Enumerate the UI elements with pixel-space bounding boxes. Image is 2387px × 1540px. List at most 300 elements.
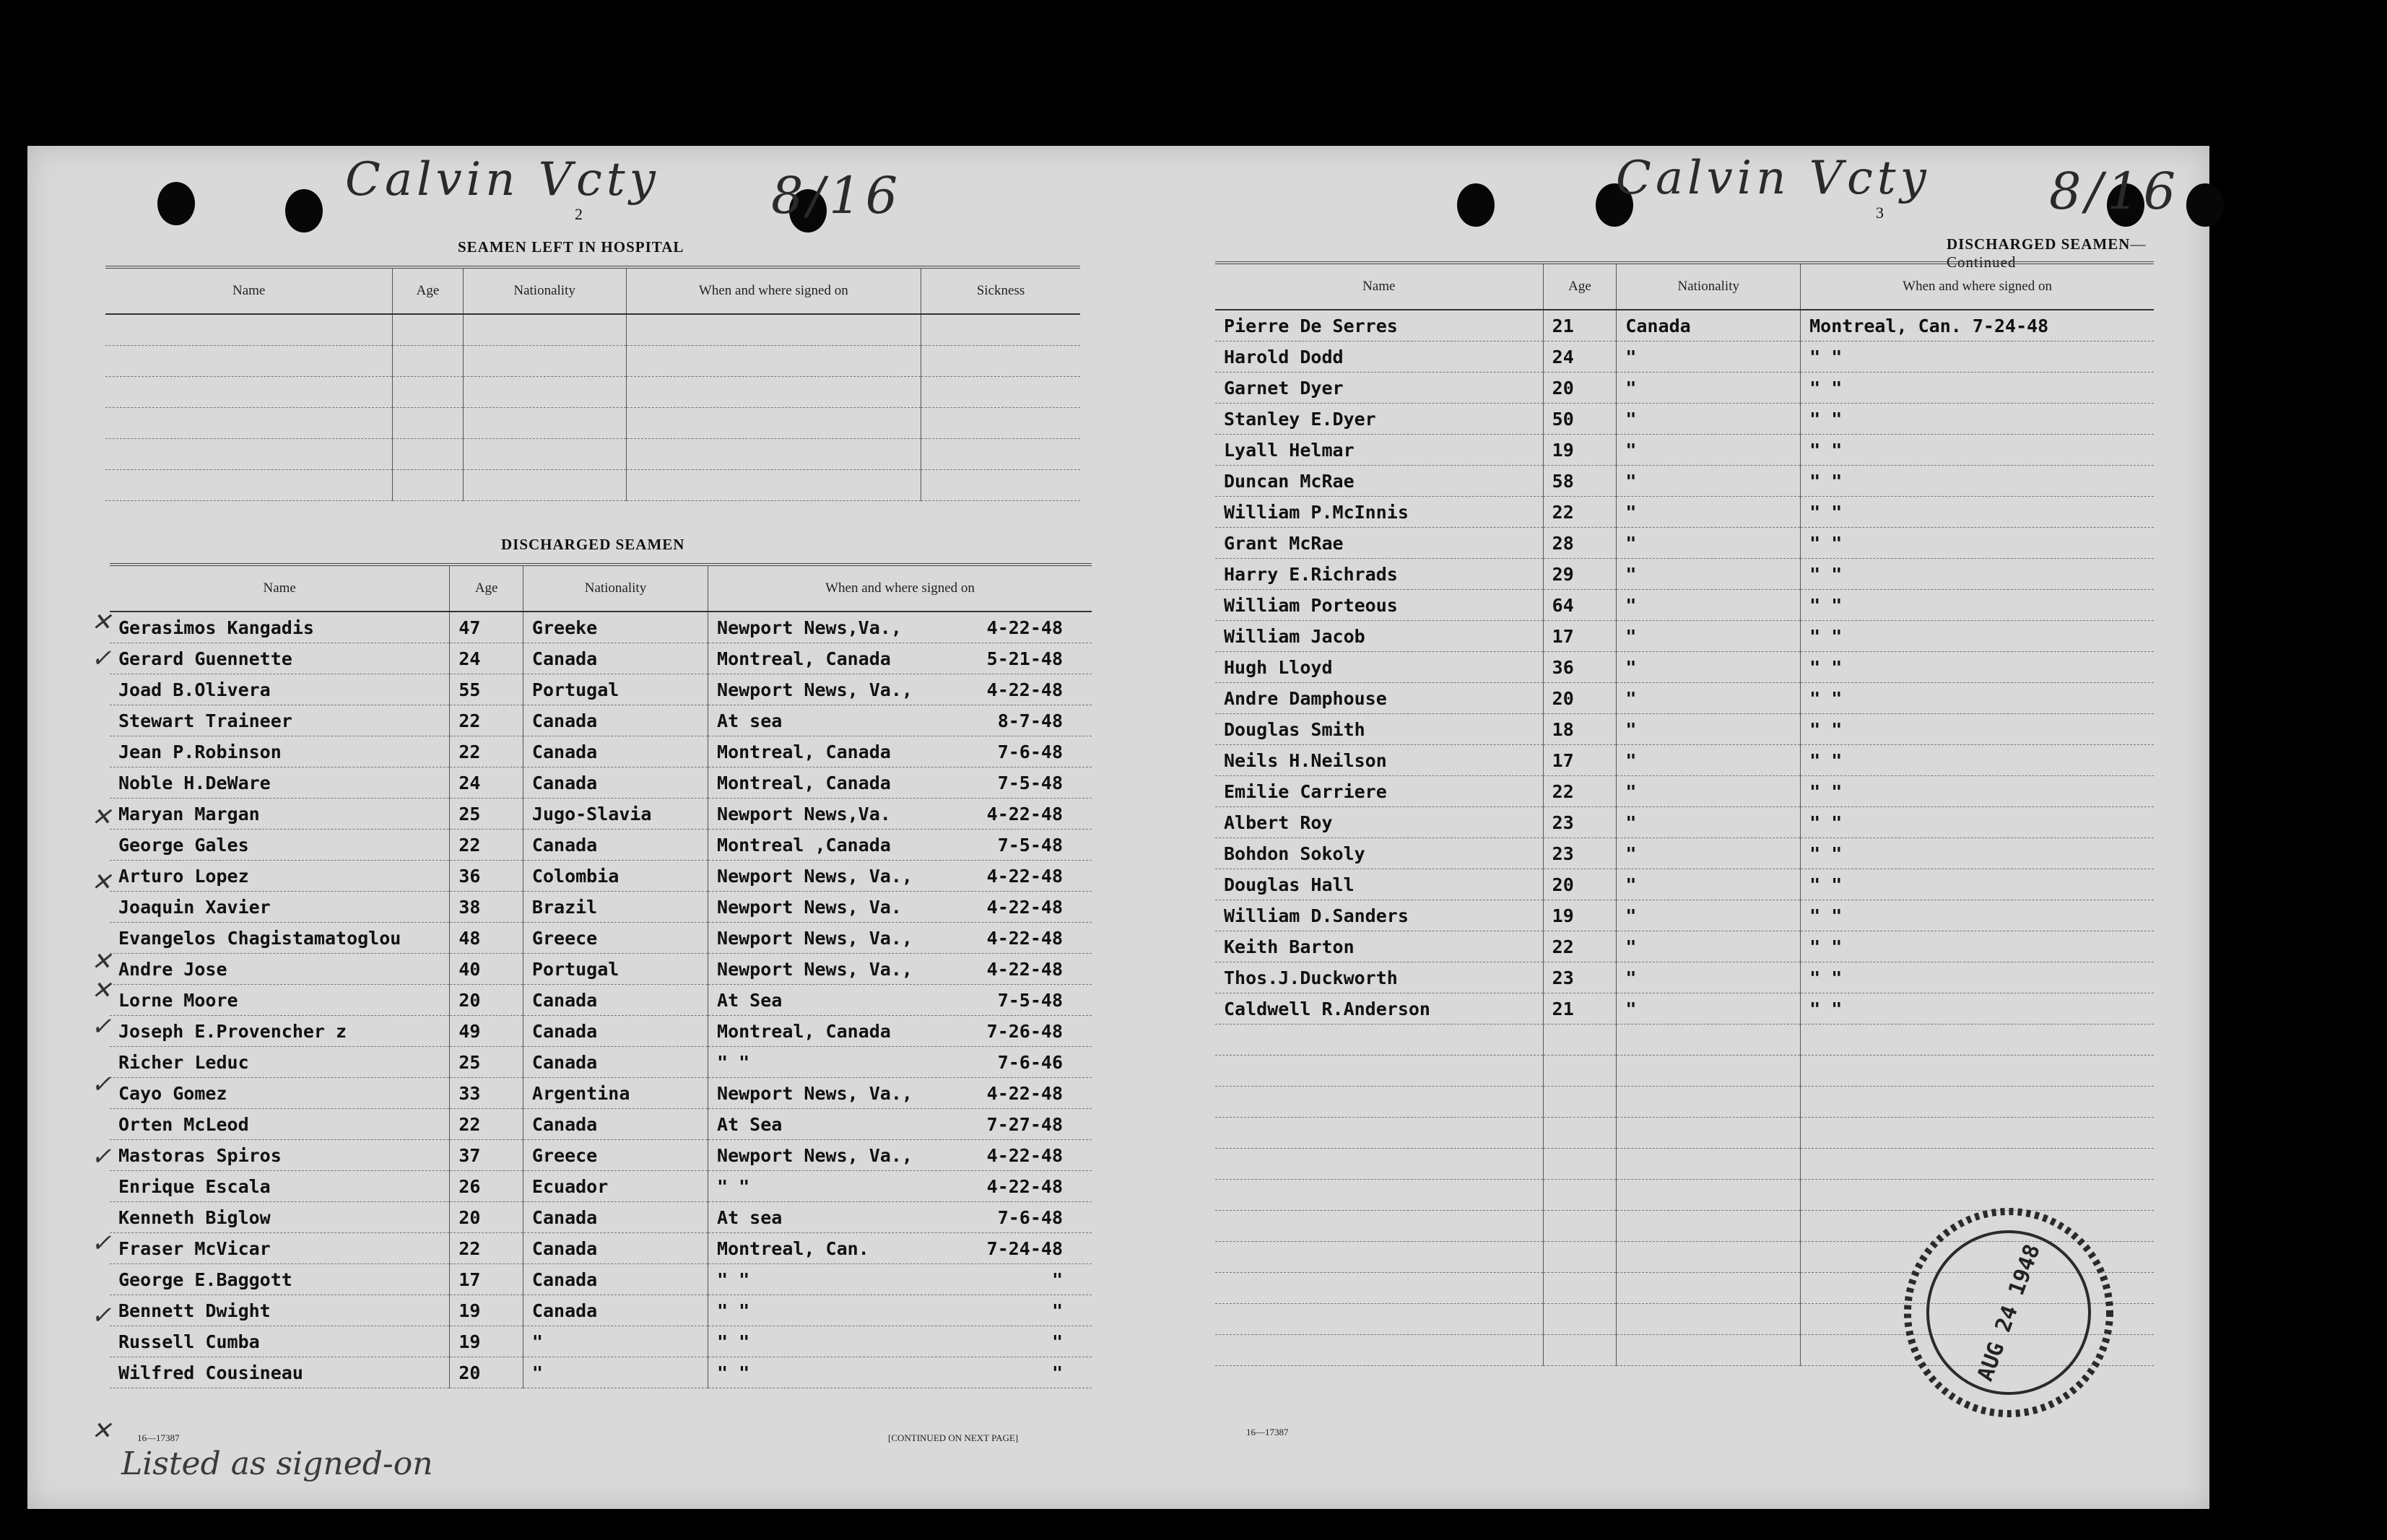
table-row <box>1215 342 2154 373</box>
signed-on-place: " " <box>717 1362 750 1383</box>
blank-cell <box>1215 1056 1543 1087</box>
table-row <box>1215 373 2154 404</box>
cell-signed-on: " " <box>1801 559 2154 590</box>
cell-nationality: " <box>1617 869 1801 900</box>
cell-name: Arturo Lopez <box>110 861 450 892</box>
cell-signed-on <box>708 830 1092 861</box>
col-header-signed-on: When and where signed on <box>708 565 1092 612</box>
cell-age: 24 <box>450 643 523 674</box>
cell-age: 23 <box>1543 807 1617 838</box>
cell-name: Joad B.Olivera <box>110 674 450 705</box>
cell-age: 36 <box>450 861 523 892</box>
table-row <box>1215 435 2154 466</box>
cell-signed-on <box>708 1140 1092 1171</box>
cell-name: Albert Roy <box>1215 807 1543 838</box>
blank-cell <box>463 377 626 408</box>
table-row <box>110 861 1092 892</box>
signed-on-date: 4-22-48 <box>986 958 1063 980</box>
cell-name: William Porteous <box>1215 590 1543 621</box>
cell-nationality: " <box>1617 528 1801 559</box>
signed-on-place: Newport News, Va. <box>717 896 902 918</box>
cell-name: William D.Sanders <box>1215 900 1543 931</box>
cell-name: Duncan McRae <box>1215 466 1543 497</box>
table-row <box>1215 310 2154 342</box>
signed-on-date: 7-27-48 <box>986 1113 1063 1135</box>
signed-on-date: 7-24-48 <box>986 1237 1063 1259</box>
col-header-name: Name <box>1215 263 1543 310</box>
blank-cell <box>626 346 921 377</box>
blank-cell <box>463 470 626 501</box>
cell-nationality: Canada <box>523 1233 708 1264</box>
blank-cell <box>626 470 921 501</box>
cell-age: 23 <box>1543 838 1617 869</box>
blank-cell <box>1801 1087 2154 1118</box>
cell-nationality: " <box>523 1326 708 1357</box>
cell-nationality: Greece <box>523 923 708 954</box>
cell-age: 24 <box>1543 342 1617 373</box>
table-row <box>1215 590 2154 621</box>
cell-signed-on <box>708 674 1092 705</box>
signed-on-place: " " <box>717 1175 750 1197</box>
cell-nationality: " <box>1617 745 1801 776</box>
cell-signed-on <box>708 985 1092 1016</box>
signed-on-place: At Sea <box>717 989 783 1011</box>
blank-cell <box>463 346 626 377</box>
cell-nationality: Canada <box>523 985 708 1016</box>
signed-on-date: 5-21-48 <box>986 648 1063 669</box>
blank-cell <box>626 314 921 346</box>
cell-nationality: Colombia <box>523 861 708 892</box>
cell-nationality: Portugal <box>523 954 708 985</box>
cell-signed-on: " " <box>1801 342 2154 373</box>
cell-nationality: Ecuador <box>523 1171 708 1202</box>
table-row <box>110 643 1092 674</box>
cell-nationality: " <box>1617 342 1801 373</box>
cell-age: 19 <box>1543 900 1617 931</box>
table-row <box>110 736 1092 767</box>
cell-signed-on <box>708 1295 1092 1326</box>
cell-name: Emilie Carriere <box>1215 776 1543 807</box>
signed-on-place: Montreal, Can. <box>717 1237 869 1259</box>
cell-name: Enrique Escala <box>110 1171 450 1202</box>
blank-cell <box>393 377 463 408</box>
signed-on-place: Newport News,Va., <box>717 617 902 638</box>
cell-age: 26 <box>450 1171 523 1202</box>
blank-cell <box>1543 1304 1617 1335</box>
signed-on-place: Newport News,Va. <box>717 803 891 825</box>
blank-cell <box>105 470 393 501</box>
col-header-age: Age <box>450 565 523 612</box>
cell-age: 17 <box>1543 621 1617 652</box>
cell-nationality: " <box>1617 838 1801 869</box>
cell-age: 19 <box>450 1326 523 1357</box>
cell-name: George Gales <box>110 830 450 861</box>
cell-signed-on <box>708 1016 1092 1047</box>
cell-name: Thos.J.Duckworth <box>1215 962 1543 993</box>
cell-signed-on <box>708 892 1092 923</box>
cell-signed-on: " " <box>1801 435 2154 466</box>
blank-row <box>105 377 1080 408</box>
table-row <box>1215 745 2154 776</box>
cell-name: Lyall Helmar <box>1215 435 1543 466</box>
cell-signed-on: " " <box>1801 745 2154 776</box>
cell-name: Gerasimos Kangadis <box>110 612 450 643</box>
table-row <box>110 767 1092 799</box>
cell-nationality: Canada <box>523 705 708 736</box>
signed-on-place: At Sea <box>717 1113 783 1135</box>
table-row <box>1215 404 2154 435</box>
col-header-name: Name <box>110 565 450 612</box>
cell-signed-on <box>708 923 1092 954</box>
cell-nationality: Canada <box>523 643 708 674</box>
signed-on-place: Newport News, Va., <box>717 865 913 887</box>
cell-signed-on: " " <box>1801 652 2154 683</box>
cell-nationality: " <box>1617 497 1801 528</box>
table-row <box>110 1357 1092 1388</box>
table-row <box>110 892 1092 923</box>
blank-cell <box>1801 1056 2154 1087</box>
cell-signed-on: " " <box>1801 528 2154 559</box>
col-header-sickness: Sickness <box>921 267 1080 314</box>
cell-nationality: " <box>1617 404 1801 435</box>
cell-signed-on <box>708 954 1092 985</box>
cell-name: Maryan Margan <box>110 799 450 830</box>
table-row <box>110 954 1092 985</box>
cell-age: 22 <box>450 736 523 767</box>
cell-signed-on <box>708 705 1092 736</box>
cell-name: George E.Baggott <box>110 1264 450 1295</box>
blank-cell <box>1543 1025 1617 1056</box>
cell-name: Gerard Guennette <box>110 643 450 674</box>
hospital-table <box>105 266 1080 501</box>
table-row <box>110 612 1092 643</box>
signed-on-date: 7-5-48 <box>997 989 1063 1011</box>
port-stamp <box>1893 1204 2124 1421</box>
cell-age: 18 <box>1543 714 1617 745</box>
table-row <box>1215 652 2154 683</box>
cell-name: Stanley E.Dyer <box>1215 404 1543 435</box>
discharged-continued-table <box>1215 261 2154 1366</box>
cell-nationality: Portugal <box>523 674 708 705</box>
cell-nationality: Canada <box>523 767 708 799</box>
cell-signed-on: " " <box>1801 621 2154 652</box>
cell-age: 20 <box>450 1357 523 1388</box>
signed-on-place: Montreal, Canada <box>717 1020 891 1042</box>
cell-age: 22 <box>1543 497 1617 528</box>
signed-on-place: " " <box>717 1269 750 1290</box>
cell-name: Jean P.Robinson <box>110 736 450 767</box>
signed-on-date: 7-5-48 <box>997 772 1063 793</box>
blank-cell <box>1215 1025 1543 1056</box>
signed-on-date: 4-22-48 <box>986 803 1063 825</box>
page-number: 3 <box>1876 204 1884 222</box>
blank-cell <box>1617 1335 1801 1366</box>
cell-signed-on: Montreal, Can. 7-24-48 <box>1801 310 2154 342</box>
page-number: 2 <box>575 205 583 223</box>
cell-age: 25 <box>450 799 523 830</box>
table-row <box>110 830 1092 861</box>
cell-signed-on <box>708 1264 1092 1295</box>
blank-cell <box>1543 1087 1617 1118</box>
table-row <box>1215 962 2154 993</box>
blank-cell <box>921 314 1080 346</box>
cell-nationality: " <box>1617 373 1801 404</box>
cell-signed-on: " " <box>1801 993 2154 1025</box>
cell-age: 25 <box>450 1047 523 1078</box>
check-mark: ✕ <box>91 947 112 976</box>
cell-signed-on <box>708 643 1092 674</box>
section-title-text: DISCHARGED SEAMEN <box>1947 235 2131 253</box>
blank-cell <box>1543 1335 1617 1366</box>
cell-signed-on <box>708 612 1092 643</box>
cell-name: Andre Damphouse <box>1215 683 1543 714</box>
cell-age: 40 <box>450 954 523 985</box>
signed-on-date: 4-22-48 <box>986 617 1063 638</box>
cell-age: 20 <box>450 985 523 1016</box>
signed-on-date: 7-6-48 <box>997 1206 1063 1228</box>
blank-row <box>1215 1118 2154 1149</box>
blank-row <box>105 408 1080 439</box>
table-row <box>110 1140 1092 1171</box>
table-row <box>1215 931 2154 962</box>
signed-on-place: " " <box>717 1331 750 1352</box>
cell-age: 38 <box>450 892 523 923</box>
table-row <box>1215 807 2154 838</box>
cell-name: Douglas Smith <box>1215 714 1543 745</box>
blank-cell <box>1215 1211 1543 1242</box>
table-row <box>1215 497 2154 528</box>
blank-row <box>105 346 1080 377</box>
blank-cell <box>1543 1180 1617 1211</box>
discharged-section-title: DISCHARGED SEAMEN <box>501 536 685 553</box>
check-mark: ✓ <box>91 1070 112 1099</box>
form-code: 16—17387 <box>1246 1427 1289 1437</box>
check-mark: ✓ <box>91 1142 112 1171</box>
cell-nationality: " <box>1617 683 1801 714</box>
cell-nationality: " <box>1617 807 1801 838</box>
signed-on-place: Montreal, Canada <box>717 741 891 762</box>
cell-nationality: " <box>1617 621 1801 652</box>
table-row <box>110 1047 1092 1078</box>
cell-age: 20 <box>1543 373 1617 404</box>
punch-hole <box>1457 183 1495 227</box>
blank-cell <box>393 346 463 377</box>
table-row <box>110 1016 1092 1047</box>
blank-cell <box>1617 1025 1801 1056</box>
cell-nationality: Argentina <box>523 1078 708 1109</box>
signed-on-date: " <box>1051 1362 1063 1383</box>
cell-nationality: Canada <box>523 1202 708 1233</box>
signed-on-date: 8-7-48 <box>997 710 1063 731</box>
cell-signed-on: " " <box>1801 931 2154 962</box>
table-row <box>1215 621 2154 652</box>
blank-cell <box>393 408 463 439</box>
signed-on-date: 7-26-48 <box>986 1020 1063 1042</box>
cell-name: Noble H.DeWare <box>110 767 450 799</box>
cell-name: William P.McInnis <box>1215 497 1543 528</box>
cell-signed-on <box>708 1233 1092 1264</box>
cell-signed-on <box>708 1202 1092 1233</box>
cell-age: 49 <box>450 1016 523 1047</box>
cell-nationality: Canada <box>523 1295 708 1326</box>
signed-on-place: Montreal, Canada <box>717 772 891 793</box>
stamp-date: AUG 24 1948 <box>1973 1240 2045 1385</box>
blank-cell <box>921 377 1080 408</box>
blank-row <box>105 314 1080 346</box>
blank-cell <box>1215 1149 1543 1180</box>
signed-on-place: Montreal ,Canada <box>717 834 891 856</box>
col-header-age: Age <box>393 267 463 314</box>
cell-signed-on <box>708 767 1092 799</box>
signed-on-place: Newport News, Va., <box>717 927 913 949</box>
blank-cell <box>1215 1180 1543 1211</box>
signed-on-date: " <box>1051 1331 1063 1352</box>
cell-signed-on <box>708 1357 1092 1388</box>
blank-row <box>1215 1025 2154 1056</box>
blank-cell <box>105 346 393 377</box>
cell-age: 36 <box>1543 652 1617 683</box>
blank-cell <box>626 377 921 408</box>
blank-cell <box>626 439 921 470</box>
cell-signed-on <box>708 1078 1092 1109</box>
cell-age: 37 <box>450 1140 523 1171</box>
col-header-signed-on: When and where signed on <box>1801 263 2154 310</box>
cell-nationality: Greece <box>523 1140 708 1171</box>
blank-cell <box>1215 1242 1543 1273</box>
blank-cell <box>1543 1149 1617 1180</box>
cell-name: Harold Dodd <box>1215 342 1543 373</box>
cell-nationality: Canada <box>523 1109 708 1140</box>
cell-nationality: " <box>1617 714 1801 745</box>
blank-cell <box>105 377 393 408</box>
cell-name: Orten McLeod <box>110 1109 450 1140</box>
cell-signed-on: " " <box>1801 373 2154 404</box>
cell-name: Evangelos Chagistamatoglou <box>110 923 450 954</box>
cell-signed-on <box>708 861 1092 892</box>
cell-name: Keith Barton <box>1215 931 1543 962</box>
signed-on-date: 4-22-48 <box>986 679 1063 700</box>
cell-age: 47 <box>450 612 523 643</box>
cell-age: 48 <box>450 923 523 954</box>
cell-name: Neils H.Neilson <box>1215 745 1543 776</box>
blank-cell <box>1617 1273 1801 1304</box>
cell-nationality: Greeke <box>523 612 708 643</box>
cell-age: 22 <box>1543 931 1617 962</box>
cell-age: 17 <box>450 1264 523 1295</box>
table-row <box>110 1078 1092 1109</box>
cell-age: 20 <box>450 1202 523 1233</box>
blank-row <box>105 439 1080 470</box>
blank-row <box>1215 1087 2154 1118</box>
discharged-table <box>110 563 1092 1388</box>
cell-name: Hugh Lloyd <box>1215 652 1543 683</box>
blank-cell <box>1801 1025 2154 1056</box>
check-mark: ✕ <box>91 868 112 897</box>
cell-name: Mastoras Spiros <box>110 1140 450 1171</box>
cell-nationality: " <box>523 1357 708 1388</box>
cell-name: Andre Jose <box>110 954 450 985</box>
cell-nationality: " <box>1617 776 1801 807</box>
cell-nationality: " <box>1617 435 1801 466</box>
cell-nationality: " <box>1617 559 1801 590</box>
signed-on-date: 4-22-48 <box>986 896 1063 918</box>
punch-hole <box>285 189 323 232</box>
signed-on-date: 4-22-48 <box>986 1082 1063 1104</box>
blank-cell <box>1543 1118 1617 1149</box>
blank-cell <box>1215 1304 1543 1335</box>
cell-age: 22 <box>450 1233 523 1264</box>
blank-cell <box>1617 1118 1801 1149</box>
cell-signed-on <box>708 1109 1092 1140</box>
cell-name: Wilfred Cousineau <box>110 1357 450 1388</box>
blank-cell <box>1617 1087 1801 1118</box>
cell-age: 64 <box>1543 590 1617 621</box>
table-row <box>1215 466 2154 497</box>
table-row <box>110 705 1092 736</box>
blank-cell <box>1543 1273 1617 1304</box>
cell-signed-on <box>708 1171 1092 1202</box>
cell-age: 55 <box>450 674 523 705</box>
cell-nationality: " <box>1617 652 1801 683</box>
blank-cell <box>1617 1180 1801 1211</box>
cell-age: 19 <box>1543 435 1617 466</box>
cell-signed-on: " " <box>1801 900 2154 931</box>
cell-age: 22 <box>450 830 523 861</box>
cell-signed-on <box>708 736 1092 767</box>
check-mark: ✕ <box>91 976 112 1005</box>
blank-cell <box>105 439 393 470</box>
cell-name: Cayo Gomez <box>110 1078 450 1109</box>
blank-cell <box>1617 1211 1801 1242</box>
table-row <box>110 1326 1092 1357</box>
cell-signed-on: " " <box>1801 590 2154 621</box>
cell-name: Joaquin Xavier <box>110 892 450 923</box>
cell-signed-on: " " <box>1801 404 2154 435</box>
cell-name: Bohdon Sokoly <box>1215 838 1543 869</box>
col-header-age: Age <box>1543 263 1617 310</box>
table-row <box>110 1202 1092 1233</box>
table-row <box>1215 869 2154 900</box>
cell-name: Pierre De Serres <box>1215 310 1543 342</box>
cell-signed-on <box>708 1047 1092 1078</box>
table-row <box>1215 683 2154 714</box>
cell-age: 24 <box>450 767 523 799</box>
blank-cell <box>105 314 393 346</box>
table-row <box>1215 714 2154 745</box>
cell-signed-on: " " <box>1801 838 2154 869</box>
blank-cell <box>463 439 626 470</box>
signed-on-place: Newport News, Va., <box>717 1082 913 1104</box>
signed-on-place: Newport News, Va., <box>717 679 913 700</box>
signed-on-place: Montreal, Canada <box>717 648 891 669</box>
cell-nationality: Canada <box>523 736 708 767</box>
signed-on-date: " <box>1051 1269 1063 1290</box>
cell-name: Stewart Traineer <box>110 705 450 736</box>
blank-cell <box>1617 1304 1801 1335</box>
table-row <box>110 674 1092 705</box>
blank-cell <box>1215 1087 1543 1118</box>
signed-on-place: Newport News, Va., <box>717 958 913 980</box>
cell-nationality: Canada <box>523 1016 708 1047</box>
cell-age: 33 <box>450 1078 523 1109</box>
table-row <box>110 799 1092 830</box>
signed-on-place: At sea <box>717 1206 783 1228</box>
table-row <box>110 1171 1092 1202</box>
cell-signed-on: " " <box>1801 962 2154 993</box>
signed-on-date: " <box>1051 1300 1063 1321</box>
blank-cell <box>463 314 626 346</box>
blank-cell <box>1543 1211 1617 1242</box>
